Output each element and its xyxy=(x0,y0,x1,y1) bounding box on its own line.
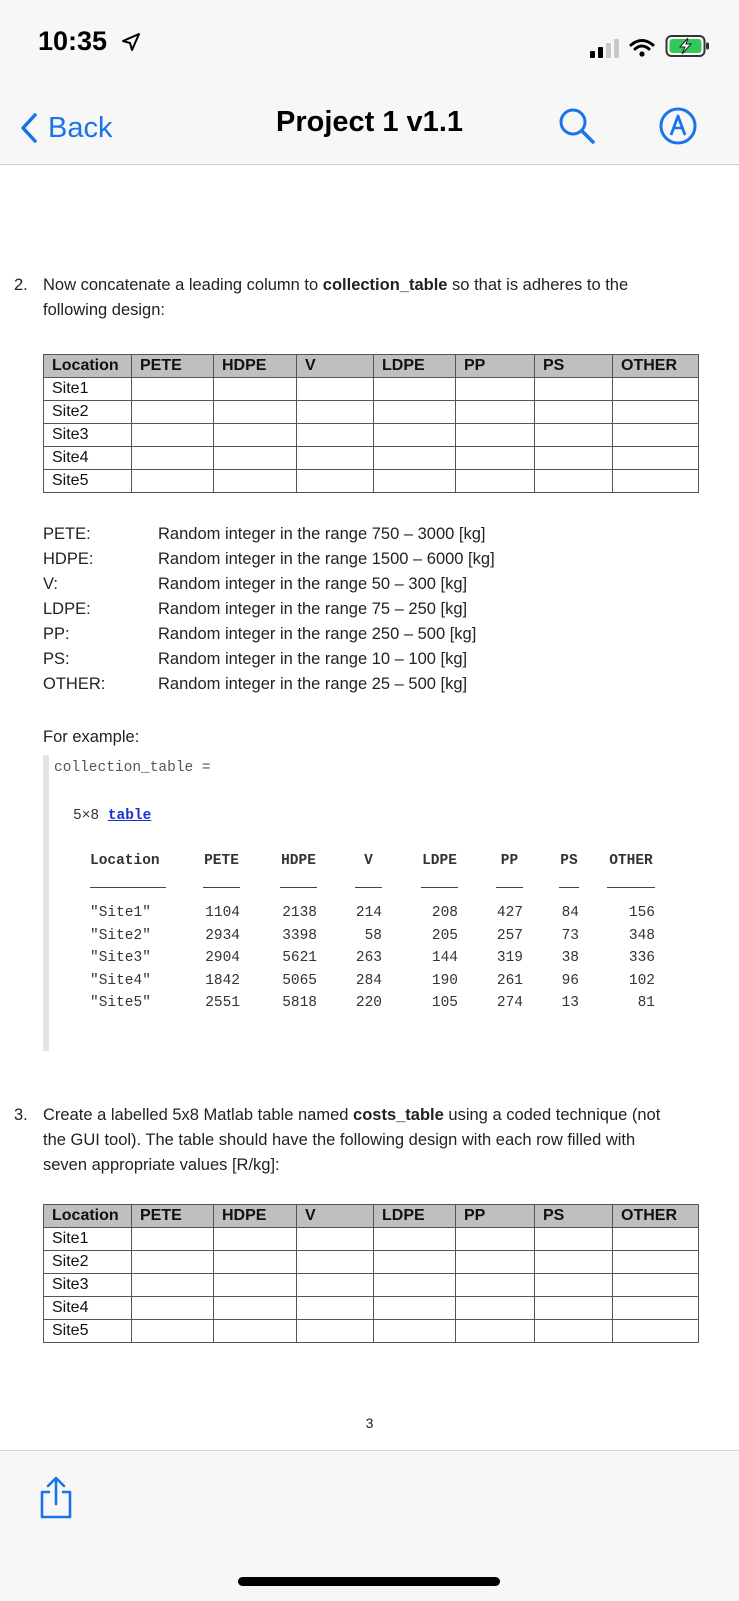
row-label: Site4 xyxy=(44,447,132,470)
table-row xyxy=(44,447,699,470)
matlab-cell: 2934 xyxy=(205,927,240,944)
header-underline xyxy=(90,887,166,888)
matlab-cell: 1842 xyxy=(205,972,240,989)
matlab-cell: 81 xyxy=(637,995,655,1011)
matlab-cell: 2904 xyxy=(205,950,240,966)
empty-cell xyxy=(297,1274,374,1297)
matlab-cell: 3398 xyxy=(282,927,317,944)
empty-cell xyxy=(456,401,535,424)
table-row xyxy=(44,378,699,401)
matlab-cell: 263 xyxy=(355,950,382,966)
empty-cell xyxy=(132,1274,214,1297)
question-2-number: 2. xyxy=(14,276,28,294)
empty-cell xyxy=(297,1251,374,1274)
empty-cell xyxy=(613,1251,699,1274)
empty-cell xyxy=(613,378,699,401)
matlab-cell: 190 xyxy=(431,972,458,989)
question-3-number: 3. xyxy=(14,1106,28,1124)
empty-cell xyxy=(132,401,214,424)
empty-cell xyxy=(535,447,613,470)
costs-header-location: Location xyxy=(44,1205,132,1228)
matlab-cell: 208 xyxy=(431,905,458,921)
empty-cell xyxy=(132,1228,214,1251)
code-variable-line: collection_table = xyxy=(54,760,211,776)
matlab-header-v: V xyxy=(364,853,373,869)
empty-cell xyxy=(297,378,374,401)
range-row xyxy=(43,600,495,625)
range-row xyxy=(43,550,495,575)
matlab-cell: 96 xyxy=(561,972,579,989)
costs-header-other: OTHER xyxy=(613,1205,699,1228)
empty-cell xyxy=(214,378,297,401)
q3-line2: the GUI tool). The table should have the following design with each row filled with xyxy=(43,1131,636,1149)
range-text: Random integer in the range 750 – 3000 [kg] xyxy=(158,525,486,543)
empty-cell xyxy=(214,1320,297,1343)
range-definitions xyxy=(43,525,495,700)
q2-line1-bold: collection_table xyxy=(322,276,448,294)
empty-cell xyxy=(613,1297,699,1320)
matlab-cell: 284 xyxy=(355,972,382,989)
range-text: Random integer in the range 50 – 300 [kg] xyxy=(158,575,468,593)
empty-cell xyxy=(374,1274,456,1297)
matlab-cell: 5818 xyxy=(282,995,317,1011)
q3-line1-pre: Create a labelled 5x8 Matlab table named xyxy=(43,1106,354,1124)
range-key: HDPE: xyxy=(43,550,94,568)
empty-cell xyxy=(535,1274,613,1297)
document-title: Project 1 v1.1 xyxy=(276,106,463,138)
empty-cell xyxy=(613,1274,699,1297)
empty-cell xyxy=(374,470,456,493)
q3-line1-bold: costs_table xyxy=(353,1106,444,1124)
empty-cell xyxy=(456,447,535,470)
matlab-cell: 220 xyxy=(355,995,382,1011)
empty-cell xyxy=(297,447,374,470)
range-text: Random integer in the range 10 – 100 [kg] xyxy=(158,650,468,668)
empty-cell xyxy=(456,378,535,401)
empty-cell xyxy=(132,1297,214,1320)
location-arrow-icon xyxy=(121,32,141,52)
battery-charging-icon xyxy=(665,34,711,58)
matlab-cell: 336 xyxy=(628,950,655,966)
empty-cell xyxy=(132,1320,214,1343)
header-underline xyxy=(421,887,458,888)
empty-cell xyxy=(132,470,214,493)
matlab-cell: 5065 xyxy=(282,972,317,989)
empty-cell xyxy=(374,424,456,447)
empty-cell xyxy=(535,1320,613,1343)
empty-cell xyxy=(132,1251,214,1274)
matlab-row-label: "Site3" xyxy=(90,950,151,966)
table-row xyxy=(44,1274,699,1297)
empty-cell xyxy=(535,1228,613,1251)
row-label: Site2 xyxy=(44,401,132,424)
empty-cell xyxy=(456,470,535,493)
row-label: Site3 xyxy=(44,424,132,447)
header-underline xyxy=(496,887,523,888)
empty-cell xyxy=(613,424,699,447)
empty-cell xyxy=(214,1274,297,1297)
range-key: LDPE: xyxy=(43,600,91,618)
collection-header-hdpe: HDPE xyxy=(214,355,297,378)
matlab-cell: 2551 xyxy=(205,995,240,1011)
matlab-cell: 205 xyxy=(431,927,458,944)
back-label: Back xyxy=(48,111,113,144)
costs-header-pete: PETE xyxy=(132,1205,214,1228)
row-label: Site4 xyxy=(44,1297,132,1320)
question-3 xyxy=(14,1103,714,1179)
costs-header-v: V xyxy=(297,1205,374,1228)
page-number: 3 xyxy=(365,1415,374,1431)
table-row xyxy=(44,1228,699,1251)
home-indicator xyxy=(238,1577,500,1586)
header-underline xyxy=(203,887,240,888)
row-label: Site1 xyxy=(44,1228,132,1251)
empty-cell xyxy=(535,424,613,447)
matlab-cell: 144 xyxy=(431,950,458,966)
q2-line2: following design: xyxy=(43,301,165,319)
matlab-cell: 13 xyxy=(561,995,579,1011)
matlab-cell: 319 xyxy=(496,950,523,966)
matlab-cell: 274 xyxy=(496,995,523,1011)
empty-cell xyxy=(613,470,699,493)
search-icon[interactable] xyxy=(558,107,596,145)
range-row xyxy=(43,625,495,650)
q3-line3: seven appropriate values [R/kg]: xyxy=(43,1156,280,1174)
table-row xyxy=(44,424,699,447)
costs-header-ps: PS xyxy=(535,1205,613,1228)
collection-header-ps: PS xyxy=(535,355,613,378)
empty-cell xyxy=(297,470,374,493)
range-text: Random integer in the range 25 – 500 [kg] xyxy=(158,675,468,693)
empty-cell xyxy=(132,424,214,447)
matlab-header-pp: PP xyxy=(500,853,519,869)
empty-cell xyxy=(535,401,613,424)
empty-cell xyxy=(297,1228,374,1251)
example-label: For example: xyxy=(43,728,140,746)
row-label: Site1 xyxy=(44,378,132,401)
question-2 xyxy=(14,273,714,323)
matlab-cell: 348 xyxy=(628,927,655,944)
empty-cell xyxy=(456,1274,535,1297)
table-row xyxy=(44,1251,699,1274)
row-label: Site5 xyxy=(44,1320,132,1343)
matlab-cell: 156 xyxy=(628,905,655,921)
matlab-row-label: "Site4" xyxy=(90,972,151,989)
matlab-cell: 58 xyxy=(364,927,382,944)
question-3-text xyxy=(43,1103,723,1178)
code-size-prefix: 5×8 xyxy=(73,808,108,824)
code-size-line xyxy=(73,808,151,824)
design-table-collection xyxy=(43,354,699,493)
empty-cell xyxy=(374,1297,456,1320)
empty-cell xyxy=(374,1251,456,1274)
row-label: Site2 xyxy=(44,1251,132,1274)
range-row xyxy=(43,575,495,600)
collection-header-ldpe: LDPE xyxy=(374,355,456,378)
empty-cell xyxy=(214,1251,297,1274)
matlab-cell: 214 xyxy=(355,905,382,921)
range-key: OTHER: xyxy=(43,675,106,693)
matlab-row-label: "Site1" xyxy=(90,905,151,921)
collection-header-other: OTHER xyxy=(613,355,699,378)
empty-cell xyxy=(297,401,374,424)
collection-header-pete: PETE xyxy=(132,355,214,378)
empty-cell xyxy=(132,447,214,470)
costs-header-ldpe: LDPE xyxy=(374,1205,456,1228)
header-underline xyxy=(607,887,655,888)
empty-cell xyxy=(535,378,613,401)
empty-cell xyxy=(297,1320,374,1343)
matlab-cell: 427 xyxy=(496,905,523,921)
empty-cell xyxy=(214,1228,297,1251)
matlab-header-ps: PS xyxy=(560,853,578,869)
q3-line1-post: using a coded technique (not xyxy=(443,1106,661,1124)
table-row xyxy=(44,1297,699,1320)
header-underline xyxy=(280,887,317,888)
matlab-header-hdpe: HDPE xyxy=(281,853,316,869)
table-row xyxy=(44,1320,699,1343)
empty-cell xyxy=(214,470,297,493)
collection-header-v: V xyxy=(297,355,374,378)
matlab-cell: 38 xyxy=(561,950,579,966)
matlab-header-location: Location xyxy=(90,853,160,869)
time-text: 10:35 xyxy=(38,26,108,56)
empty-cell xyxy=(297,1297,374,1320)
range-key: PETE: xyxy=(43,525,91,543)
empty-cell xyxy=(535,1297,613,1320)
matlab-row-label: "Site5" xyxy=(90,995,151,1011)
range-key: V: xyxy=(43,575,58,593)
matlab-cell: 102 xyxy=(628,972,655,989)
markup-icon[interactable] xyxy=(658,106,698,146)
matlab-row-label: "Site2" xyxy=(90,927,151,944)
table-row xyxy=(44,401,699,424)
code-block-bar xyxy=(43,755,49,1051)
range-key: PP: xyxy=(43,625,70,643)
matlab-cell: 5621 xyxy=(282,950,317,966)
navigation-bar xyxy=(0,92,739,165)
matlab-cell: 261 xyxy=(496,972,523,989)
empty-cell xyxy=(374,401,456,424)
range-row xyxy=(43,525,495,550)
empty-cell xyxy=(456,1297,535,1320)
matlab-cell: 105 xyxy=(431,995,458,1011)
matlab-header-pete: PETE xyxy=(204,853,239,869)
row-label: Site5 xyxy=(44,470,132,493)
matlab-cell: 1104 xyxy=(205,905,240,921)
table-link[interactable]: table xyxy=(107,808,152,824)
status-time xyxy=(38,26,141,57)
share-icon[interactable] xyxy=(38,1476,74,1520)
range-key: PS: xyxy=(43,650,70,668)
row-label: Site3 xyxy=(44,1274,132,1297)
empty-cell xyxy=(374,1228,456,1251)
matlab-cell: 73 xyxy=(561,927,579,944)
q2-line1-post: so that is adheres to the xyxy=(447,276,629,294)
empty-cell xyxy=(374,1320,456,1343)
empty-cell xyxy=(535,1251,613,1274)
wifi-icon xyxy=(629,38,655,58)
range-row xyxy=(43,650,495,675)
matlab-header-other: OTHER xyxy=(609,853,653,869)
empty-cell xyxy=(132,378,214,401)
empty-cell xyxy=(613,1228,699,1251)
empty-cell xyxy=(297,424,374,447)
question-2-text xyxy=(43,273,723,323)
matlab-header-ldpe: LDPE xyxy=(422,853,457,869)
table-row xyxy=(44,470,699,493)
status-icons xyxy=(590,34,711,58)
range-text: Random integer in the range 1500 – 6000 [kg] xyxy=(158,550,495,568)
costs-header-pp: PP xyxy=(456,1205,535,1228)
empty-cell xyxy=(214,424,297,447)
empty-cell xyxy=(613,401,699,424)
empty-cell xyxy=(456,1320,535,1343)
empty-cell xyxy=(535,470,613,493)
design-table-costs xyxy=(43,1204,699,1343)
empty-cell xyxy=(374,447,456,470)
empty-cell xyxy=(214,1297,297,1320)
header-underline xyxy=(559,887,579,888)
empty-cell xyxy=(613,447,699,470)
empty-cell xyxy=(456,1251,535,1274)
empty-cell xyxy=(613,1320,699,1343)
empty-cell xyxy=(214,447,297,470)
header-underline xyxy=(355,887,382,888)
q2-line1-pre: Now concatenate a leading column to xyxy=(43,276,323,294)
bottom-toolbar xyxy=(0,1450,739,1601)
cellular-signal-icon xyxy=(590,38,619,58)
empty-cell xyxy=(456,424,535,447)
range-text: Random integer in the range 250 – 500 [kg] xyxy=(158,625,477,643)
matlab-cell: 2138 xyxy=(282,905,317,921)
matlab-cell: 257 xyxy=(496,927,523,944)
empty-cell xyxy=(374,378,456,401)
collection-header-location: Location xyxy=(44,355,132,378)
costs-header-hdpe: HDPE xyxy=(214,1205,297,1228)
matlab-cell: 84 xyxy=(561,905,579,921)
empty-cell xyxy=(214,401,297,424)
range-text: Random integer in the range 75 – 250 [kg] xyxy=(158,600,468,618)
empty-cell xyxy=(456,1228,535,1251)
status-bar xyxy=(0,0,739,92)
collection-header-pp: PP xyxy=(456,355,535,378)
range-row xyxy=(43,675,495,700)
